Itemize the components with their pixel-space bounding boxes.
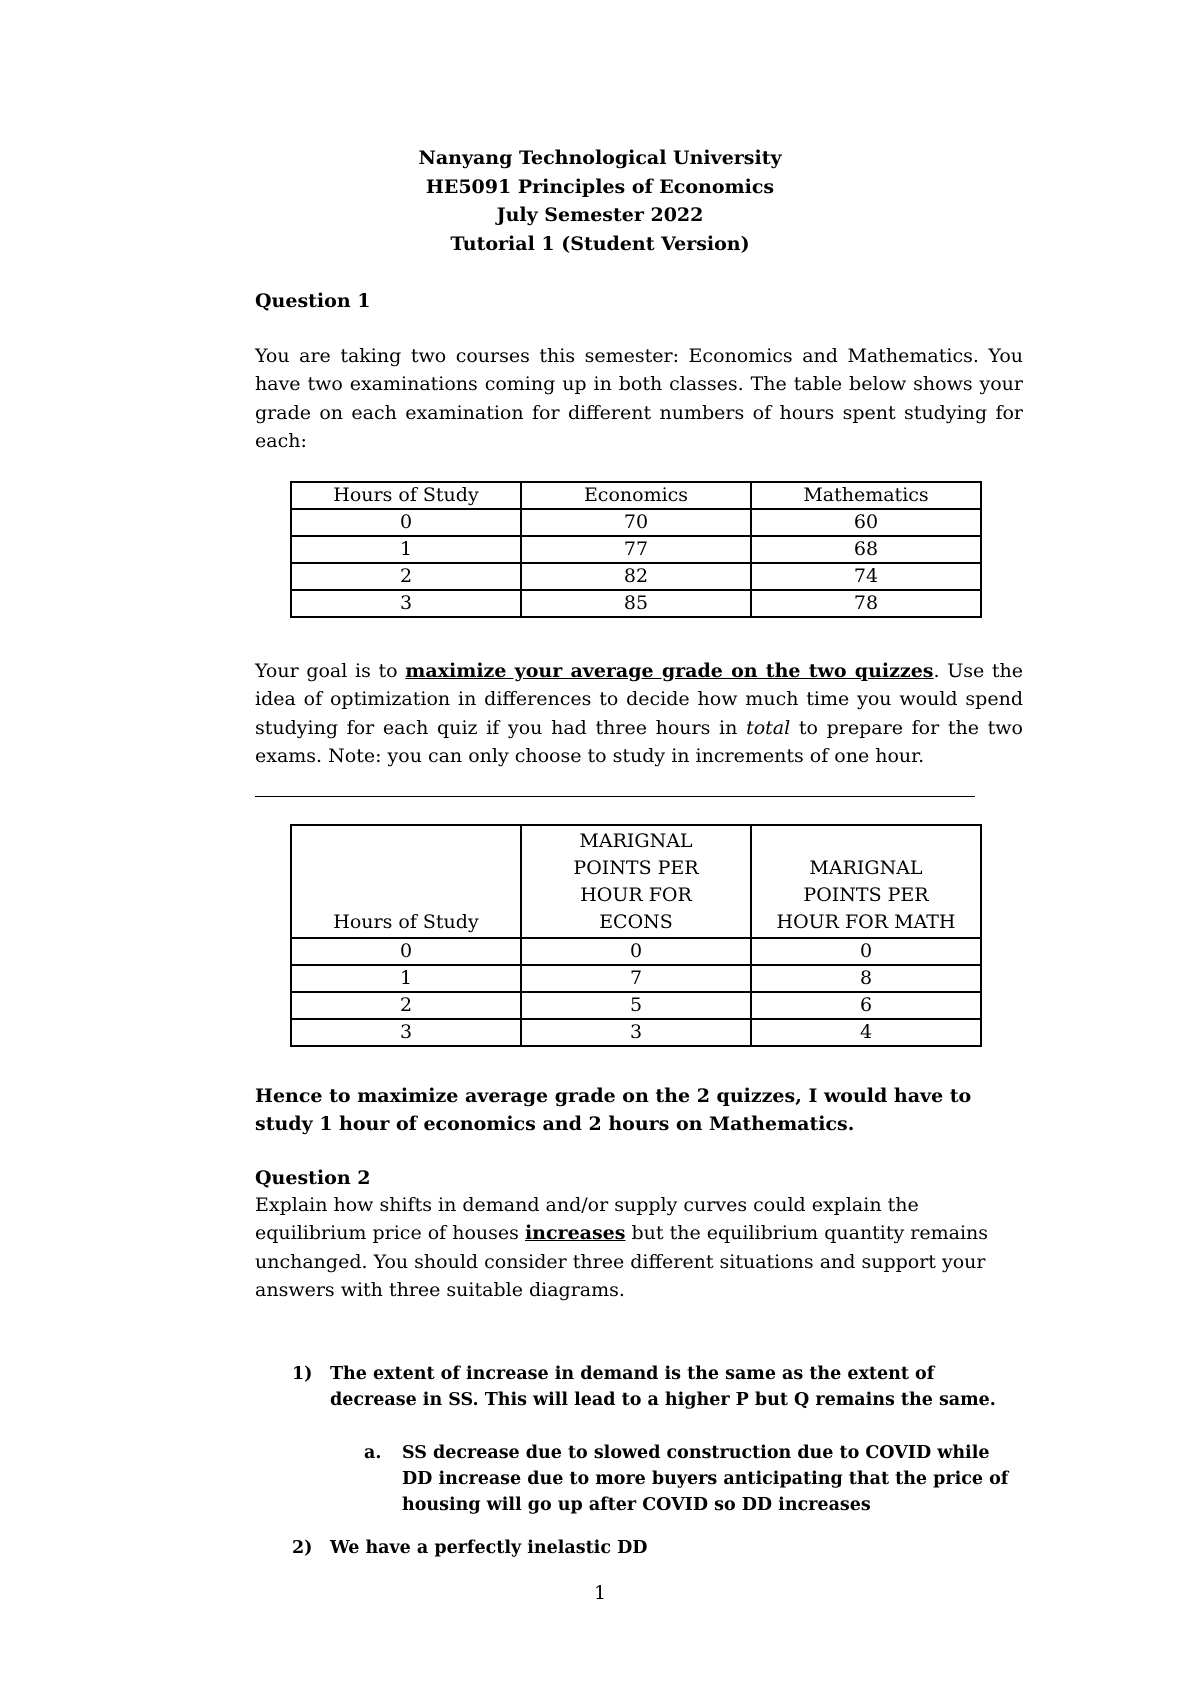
table-cell: 4 bbox=[751, 1019, 981, 1046]
table-cell: 2 bbox=[291, 563, 521, 590]
question-2-text bbox=[255, 1191, 995, 1305]
table-cell: 0 bbox=[751, 938, 981, 965]
table-row bbox=[291, 536, 981, 563]
table-cell: 1 bbox=[291, 536, 521, 563]
table-cell: 1 bbox=[291, 965, 521, 992]
table-row bbox=[291, 992, 981, 1019]
table-row bbox=[291, 1019, 981, 1046]
answer-divider bbox=[255, 796, 975, 797]
table-cell: 74 bbox=[751, 563, 981, 590]
table-cell: 0 bbox=[291, 509, 521, 536]
goal-text-start: Your goal is to bbox=[255, 660, 406, 682]
grades-table bbox=[290, 481, 982, 618]
table-cell: 60 bbox=[751, 509, 981, 536]
table-header-row bbox=[291, 825, 981, 938]
question-1-heading: Question 1 bbox=[255, 290, 371, 312]
table-cell: 3 bbox=[291, 590, 521, 617]
table-header-cell: MARIGNAL POINTS PER HOUR FOR ECONS bbox=[521, 825, 751, 938]
goal-emphasis: maximize your average grade on the two quizzes bbox=[405, 660, 934, 682]
table-cell: 78 bbox=[751, 590, 981, 617]
table-row bbox=[291, 563, 981, 590]
table-cell: 70 bbox=[521, 509, 751, 536]
table-cell: 8 bbox=[751, 965, 981, 992]
question-2-emphasis: increases bbox=[524, 1222, 626, 1245]
goal-italic-word: total bbox=[746, 716, 791, 739]
table-cell: 2 bbox=[291, 992, 521, 1019]
course-title: HE5091 Principles of Economics bbox=[425, 175, 775, 198]
goal-text-middle: . Use the idea of optimization in differences to decide how much time you would spend studying for each quiz if you had three hours in bbox=[255, 660, 1023, 739]
question-2-text-end: but the equilibrium quantity remains unchanged. You should consider three different situations and support your answers with three suitable diagrams. bbox=[255, 1222, 989, 1302]
answer-item-1 bbox=[292, 1361, 1022, 1413]
table-row bbox=[291, 938, 981, 965]
table-cell: 77 bbox=[521, 536, 751, 563]
document-header bbox=[0, 144, 1200, 258]
table-row bbox=[291, 965, 981, 992]
table-header-cell: MARIGNAL POINTS PER HOUR FOR MATH bbox=[751, 825, 981, 938]
table-cell: 68 bbox=[751, 536, 981, 563]
marginal-points-table bbox=[290, 824, 982, 1047]
table-header-cell: Mathematics bbox=[751, 482, 981, 509]
table-header-cell: Hours of Study bbox=[291, 482, 521, 509]
table-cell: 7 bbox=[521, 965, 751, 992]
question-1-intro: You are taking two courses this semester: Economics and Mathematics. You have two examinations coming up in both classes. The table below shows your grade on each examination for different numbers of hours spent studying for each: bbox=[255, 345, 1023, 453]
table-header-row bbox=[291, 482, 981, 509]
table-row bbox=[291, 590, 981, 617]
item-text: SS decrease due to slowed construction due to COVID while DD increase due to more buyers anticipating that the price of housing will go up after COVID so DD increases bbox=[402, 1443, 1009, 1515]
answer-item-1a bbox=[364, 1440, 1024, 1518]
table-cell: 3 bbox=[291, 1019, 521, 1046]
item-number: 1) bbox=[292, 1364, 313, 1384]
question-2-text-start: Explain how shifts in demand and/or supply curves could explain the equilibrium price of houses bbox=[255, 1194, 919, 1245]
goal-text-end: to prepare for the two exams. Note: you can only choose to study in increments of one hour. bbox=[255, 716, 1023, 768]
item-number: 2) bbox=[292, 1538, 313, 1558]
item-letter: a. bbox=[364, 1443, 382, 1463]
question-1-conclusion: Hence to maximize average grade on the 2 quizzes, I would have to study 1 hour of economics and 2 hours on Mathematics. bbox=[255, 1085, 972, 1135]
table-header-cell: Economics bbox=[521, 482, 751, 509]
item-text: We have a perfectly inelastic DD bbox=[330, 1538, 648, 1558]
university-name: Nanyang Technological University bbox=[418, 147, 782, 169]
tutorial-title: Tutorial 1 (Student Version) bbox=[450, 232, 750, 255]
table-cell: 3 bbox=[521, 1019, 751, 1046]
table-cell: 85 bbox=[521, 590, 751, 617]
table-header-cell: Hours of Study bbox=[291, 825, 521, 938]
table-cell: 6 bbox=[751, 992, 981, 1019]
question-2-heading: Question 2 bbox=[255, 1167, 371, 1189]
answer-item-2 bbox=[292, 1535, 1022, 1561]
item-text: The extent of increase in demand is the same as the extent of decrease in SS. This will lead to a higher P but Q remains the same. bbox=[330, 1364, 996, 1410]
table-cell: 0 bbox=[521, 938, 751, 965]
table-cell: 0 bbox=[291, 938, 521, 965]
table-row bbox=[291, 509, 981, 536]
table-cell: 5 bbox=[521, 992, 751, 1019]
semester: July Semester 2022 bbox=[496, 204, 704, 226]
table-cell: 82 bbox=[521, 563, 751, 590]
question-1-goal bbox=[255, 657, 1023, 771]
page-number: 1 bbox=[593, 1582, 607, 1604]
